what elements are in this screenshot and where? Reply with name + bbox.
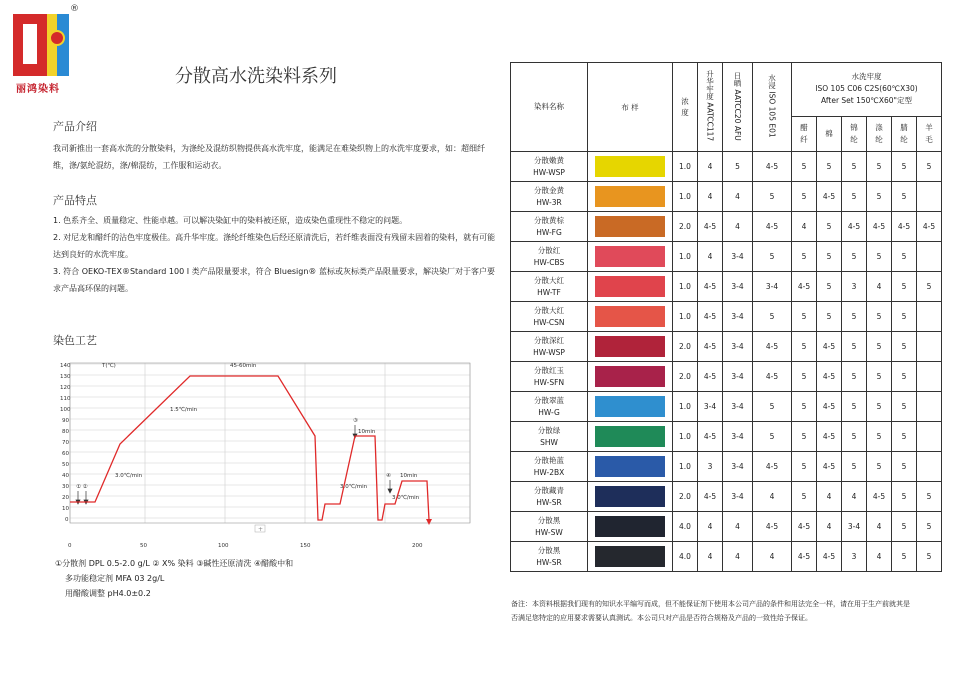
table-row	[511, 422, 942, 452]
fastness-value: 4	[817, 512, 842, 542]
marker-label: ④	[386, 473, 391, 479]
fastness-value: 5	[867, 362, 892, 392]
fastness-value: 4-5	[698, 302, 723, 332]
fastness-value: 4-5	[698, 212, 723, 242]
fastness-value: 5	[892, 242, 917, 272]
rate-label: 3.0℃/min	[340, 484, 368, 490]
fastness-value: 3-4	[723, 242, 753, 272]
legend-line: ①分散剂 DPL 0.5-2.0 g/L ② X% 染料 ③碱性还原清洗 ④醋酸中和	[55, 559, 294, 568]
feature-item: 2. 对尼龙和醋纤的沾色牢度极佳。高升华牢度。涤纶纤维染色后经还原清洗后，若纤维表面没有残留未固着的染料，就有可能达到良好的水洗牢度。	[53, 233, 496, 259]
fastness-table	[510, 62, 942, 572]
fastness-value: 2.0	[673, 362, 698, 392]
fastness-value: 4	[698, 512, 723, 542]
fastness-value: 4-5	[698, 422, 723, 452]
fabric-swatch	[588, 452, 673, 482]
fabric-swatch	[588, 362, 673, 392]
x-tick: 0	[68, 543, 72, 549]
fabric-swatch	[588, 302, 673, 332]
fastness-value: 1.0	[673, 182, 698, 212]
fastness-value: 3-4	[723, 302, 753, 332]
legend-line: 用醋酸调整 pH4.0±0.2	[65, 589, 151, 598]
fastness-value: 2.0	[673, 212, 698, 242]
dye-name: 分散黑 HW-SW	[511, 512, 588, 542]
hold-label: 45-60min	[230, 363, 257, 369]
fastness-value: 4	[867, 512, 892, 542]
fastness-value: 3-4	[723, 422, 753, 452]
fastness-value: 5	[917, 542, 942, 572]
fastness-value: 4-5	[698, 482, 723, 512]
fastness-value: 4-5	[753, 452, 792, 482]
fastness-value: 5	[892, 512, 917, 542]
fastness-value: 4-5	[817, 182, 842, 212]
rate-label: 1.5℃/min	[170, 407, 198, 413]
y-tick: 70	[62, 440, 69, 446]
fastness-value: 4	[792, 212, 817, 242]
fastness-value: 4-5	[792, 512, 817, 542]
y-tick: 100	[60, 407, 71, 413]
dye-name: 分散艳蓝 HW-2BX	[511, 452, 588, 482]
fastness-value: 4	[817, 482, 842, 512]
fastness-value: 3	[698, 452, 723, 482]
fastness-value: 5	[723, 152, 753, 182]
table-row	[511, 302, 942, 332]
y-tick: 130	[60, 374, 71, 380]
dye-name: 分散藏青 HW-SR	[511, 482, 588, 512]
fastness-value: 2.0	[673, 332, 698, 362]
fastness-value: 3-4	[842, 512, 867, 542]
fastness-value: 1.0	[673, 452, 698, 482]
table-row	[511, 212, 942, 242]
fastness-value: 3-4	[723, 482, 753, 512]
fastness-value: 1.0	[673, 422, 698, 452]
fastness-value: 5	[917, 482, 942, 512]
fastness-value: 5	[792, 242, 817, 272]
col-strength	[673, 63, 698, 152]
fastness-value: 4-5	[753, 512, 792, 542]
fastness-value: 3	[842, 542, 867, 572]
table-row	[511, 482, 942, 512]
intro-text: 我司新推出一套高水洗的分散染料，为涤纶及混纺织物提供高水洗牢度，能满足在难染织物上的水洗牢度要求，如：超细纤维，涤/氨纶混纺，涤/棉混纺，工作服和运动衣。	[53, 144, 485, 170]
x-tick: 200	[412, 543, 423, 549]
fastness-value: 5	[792, 182, 817, 212]
fastness-value: 5	[892, 482, 917, 512]
fastness-value: 5	[753, 392, 792, 422]
fastness-value: 3-4	[753, 272, 792, 302]
y-axis-label: T(℃)	[102, 363, 116, 369]
fiber-header: 羊毛	[917, 116, 942, 151]
fastness-value: 3-4	[723, 272, 753, 302]
marker-label: ③	[353, 418, 358, 424]
fastness-value: 1.0	[673, 272, 698, 302]
fabric-swatch	[588, 542, 673, 572]
page-title: 分散高水洗染料系列	[175, 66, 337, 87]
fastness-value: 5	[842, 332, 867, 362]
table-row	[511, 152, 942, 182]
fabric-swatch	[588, 392, 673, 422]
feature-item: 3. 符合 OEKO-TEX®Standard 100 I 类产品限量要求，符合 Bluesign® 蓝标或灰标类产品限量要求，解决染厂对于客户要求产品高环保的问题。	[53, 267, 495, 293]
fastness-value: 5	[892, 452, 917, 482]
y-tick: 80	[62, 429, 69, 435]
dye-name: 分散红玉 HW-SFN	[511, 362, 588, 392]
fabric-swatch	[588, 332, 673, 362]
fastness-value: 5	[792, 332, 817, 362]
process-legend	[55, 556, 293, 601]
fastness-value: 4-5	[753, 362, 792, 392]
fastness-value: 4	[698, 152, 723, 182]
fastness-value: 5	[892, 422, 917, 452]
fastness-value: 5	[792, 362, 817, 392]
fastness-value: 5	[817, 212, 842, 242]
fastness-value	[917, 362, 942, 392]
dye-name: 分散金黄 HW-3R	[511, 182, 588, 212]
fastness-value: 5	[867, 452, 892, 482]
fastness-value: 4-5	[753, 212, 792, 242]
features-list	[53, 212, 498, 297]
fastness-value: 5	[817, 152, 842, 182]
fastness-value: 4-5	[842, 212, 867, 242]
fastness-value	[917, 332, 942, 362]
fiber-header: 腈纶	[892, 116, 917, 151]
y-tick: 60	[62, 451, 69, 457]
fastness-value: 4-5	[867, 212, 892, 242]
fastness-value: 5	[867, 152, 892, 182]
fastness-value: 3	[842, 272, 867, 302]
fastness-value: 4	[867, 542, 892, 572]
fastness-value: 4-5	[792, 542, 817, 572]
feature-item: 1. 色系齐全、质量稳定、性能卓越。可以解决染缸中的染料被还原，造成染色重现性不稳定的问题。	[53, 216, 408, 225]
fastness-value	[917, 422, 942, 452]
fastness-value: 1.0	[673, 242, 698, 272]
fastness-value: 1.0	[673, 392, 698, 422]
y-tick: 110	[60, 396, 71, 402]
fiber-header: 锦纶	[842, 116, 867, 151]
fastness-value: 4-5	[817, 452, 842, 482]
y-tick: 120	[60, 385, 71, 391]
col-light: 日晒 AATCC20 AFU	[723, 63, 753, 152]
y-tick: 40	[62, 473, 69, 479]
dye-name: 分散绿 SHW	[511, 422, 588, 452]
x-tick: 50	[140, 543, 147, 549]
fiber-header: 棉	[817, 116, 842, 151]
fastness-value: 5	[867, 182, 892, 212]
dye-name: 分散黄棕 HW-FG	[511, 212, 588, 242]
fastness-value: 4-5	[753, 152, 792, 182]
fastness-value: 1.0	[673, 302, 698, 332]
fastness-value: 3-4	[723, 392, 753, 422]
y-tick: 90	[62, 418, 69, 424]
fabric-swatch	[588, 242, 673, 272]
col-sample: 布 样	[588, 63, 673, 152]
time-label: 10min	[358, 429, 376, 435]
fastness-value	[917, 392, 942, 422]
fastness-value: 5	[917, 512, 942, 542]
fastness-value: 5	[892, 392, 917, 422]
fastness-value: 5	[792, 302, 817, 332]
dye-name: 分散翠蓝 HW-G	[511, 392, 588, 422]
fastness-value: 4	[723, 512, 753, 542]
fastness-value: 5	[842, 392, 867, 422]
fastness-value: 5	[817, 302, 842, 332]
fastness-value: 5	[753, 422, 792, 452]
y-tick: 140	[60, 363, 71, 369]
dye-name: 分散大红 HW-TF	[511, 272, 588, 302]
fastness-value: 5	[792, 392, 817, 422]
fastness-value: 5	[842, 152, 867, 182]
fabric-swatch	[588, 182, 673, 212]
fastness-value	[917, 302, 942, 332]
fabric-swatch	[588, 212, 673, 242]
y-tick: 30	[62, 484, 69, 490]
fastness-value: 5	[792, 452, 817, 482]
table-row	[511, 272, 942, 302]
fastness-value: 4-5	[817, 362, 842, 392]
fastness-value: 4	[698, 242, 723, 272]
brand-name: 丽鸿染料	[16, 84, 60, 95]
fastness-value: 4	[698, 542, 723, 572]
dye-name: 分散大红 HW-CSN	[511, 302, 588, 332]
fastness-value: 5	[842, 302, 867, 332]
marker-label: ① ②	[76, 484, 88, 490]
table-row	[511, 242, 942, 272]
dye-name: 分散嫩黄 HW-WSP	[511, 152, 588, 182]
fiber-header: 涤纶	[867, 116, 892, 151]
fabric-swatch	[588, 152, 673, 182]
fastness-value	[917, 242, 942, 272]
fastness-value: 4.0	[673, 542, 698, 572]
fastness-value: 5	[842, 452, 867, 482]
y-tick: 20	[62, 495, 69, 501]
table-row	[511, 512, 942, 542]
fastness-value: 5	[753, 242, 792, 272]
fastness-value: 3-4	[723, 362, 753, 392]
x-tick: 100	[218, 543, 229, 549]
col-wash: 水洗牢度 ISO 105 C06 C2S(60℃X30) After Set 150℃X60"定型	[792, 63, 942, 117]
fastness-value: 4-5	[753, 332, 792, 362]
fastness-value: 2.0	[673, 482, 698, 512]
fastness-value: 5	[842, 422, 867, 452]
fastness-value: 3-4	[723, 332, 753, 362]
fastness-value: 4.0	[673, 512, 698, 542]
fastness-value: 5	[817, 272, 842, 302]
fastness-value: 5	[867, 332, 892, 362]
fastness-value: 4	[753, 482, 792, 512]
fastness-value: 5	[892, 362, 917, 392]
fabric-swatch	[588, 482, 673, 512]
legend-line: 多功能稳定剂 MFA 03 2g/L	[65, 574, 165, 583]
dye-name: 分散红 HW-CBS	[511, 242, 588, 272]
fastness-value: 4-5	[867, 482, 892, 512]
fastness-value: 5	[842, 362, 867, 392]
fastness-value: 4-5	[892, 212, 917, 242]
dye-name: 分散黑 HW-SR	[511, 542, 588, 572]
registered-mark: ®	[70, 4, 79, 14]
fiber-header: 醋纤	[792, 116, 817, 151]
y-tick: 10	[62, 506, 69, 512]
fabric-swatch	[588, 422, 673, 452]
fastness-value: 4	[723, 182, 753, 212]
y-tick: 50	[62, 462, 69, 468]
intro-heading: 产品介绍	[53, 120, 97, 133]
fastness-value: 4-5	[817, 332, 842, 362]
fastness-value: 5	[867, 242, 892, 272]
table-row	[511, 332, 942, 362]
fastness-value: 5	[753, 302, 792, 332]
process-heading: 染色工艺	[53, 334, 97, 347]
fastness-value	[917, 182, 942, 212]
col-sublimation: 升华牢度 AATCC117	[698, 63, 723, 152]
fastness-value: 3-4	[698, 392, 723, 422]
fastness-value: 4-5	[817, 542, 842, 572]
fastness-value: 4	[753, 542, 792, 572]
table-row	[511, 182, 942, 212]
y-tick: 0	[65, 517, 69, 523]
fastness-value: 5	[867, 302, 892, 332]
footnote: 备注：本资料根据我们现有的知识水平编写而成，但不能保证剂下使用本公司产品的条件和用法完全一样，请在用于生产前就其是否满足您特定的应用要求需要认真测试。本公司只对产品是否符合规格及产品的一致性给予保证。	[511, 600, 910, 622]
fastness-value: 5	[892, 272, 917, 302]
fastness-value: 4-5	[698, 332, 723, 362]
fastness-value: 5	[792, 422, 817, 452]
fastness-value: 5	[867, 422, 892, 452]
fastness-value: 5	[892, 302, 917, 332]
fastness-value: 4-5	[917, 212, 942, 242]
x-tick: 150	[300, 543, 311, 549]
features-heading: 产品特点	[53, 194, 97, 207]
table-row	[511, 452, 942, 482]
table-row	[511, 362, 942, 392]
col-water: 水浸 ISO 105 E01	[753, 63, 792, 152]
fastness-value: 4	[723, 542, 753, 572]
fastness-value: 5	[842, 242, 867, 272]
fastness-value: 4	[867, 272, 892, 302]
fastness-value: 4	[842, 482, 867, 512]
fastness-value: 3-4	[723, 452, 753, 482]
fastness-value: 5	[792, 152, 817, 182]
fastness-value: 5	[892, 542, 917, 572]
fastness-value: 1.0	[673, 152, 698, 182]
rate-label: 3.0℃/min	[115, 473, 143, 479]
time-label: 10min	[400, 473, 418, 479]
col-name: 染料名称	[511, 63, 588, 152]
fastness-value: 5	[753, 182, 792, 212]
fastness-value: 5	[892, 152, 917, 182]
fastness-value: 5	[817, 242, 842, 272]
fastness-value: 5	[867, 392, 892, 422]
fabric-swatch	[588, 512, 673, 542]
table-row	[511, 542, 942, 572]
fastness-value: 4	[723, 212, 753, 242]
fabric-swatch	[588, 272, 673, 302]
rate-label: 3.0℃/min	[392, 495, 420, 501]
dyeing-process-chart	[40, 355, 480, 555]
fastness-value	[917, 452, 942, 482]
fastness-value: 4-5	[698, 272, 723, 302]
brand-logo	[13, 8, 71, 78]
fastness-value: 4	[698, 182, 723, 212]
fastness-value: 4-5	[698, 362, 723, 392]
svg-text:+: +	[258, 526, 264, 533]
fastness-value: 5	[892, 182, 917, 212]
fastness-value: 5	[917, 272, 942, 302]
dye-name: 分散深红 HW-WSP	[511, 332, 588, 362]
fastness-value: 5	[917, 152, 942, 182]
fastness-value: 5	[892, 332, 917, 362]
fastness-value: 4-5	[817, 422, 842, 452]
fastness-value: 4-5	[792, 272, 817, 302]
fastness-value: 5	[792, 482, 817, 512]
fastness-value: 4-5	[817, 392, 842, 422]
table-row	[511, 392, 942, 422]
fastness-value: 5	[842, 182, 867, 212]
col-strength-label: 浓度	[681, 97, 689, 117]
